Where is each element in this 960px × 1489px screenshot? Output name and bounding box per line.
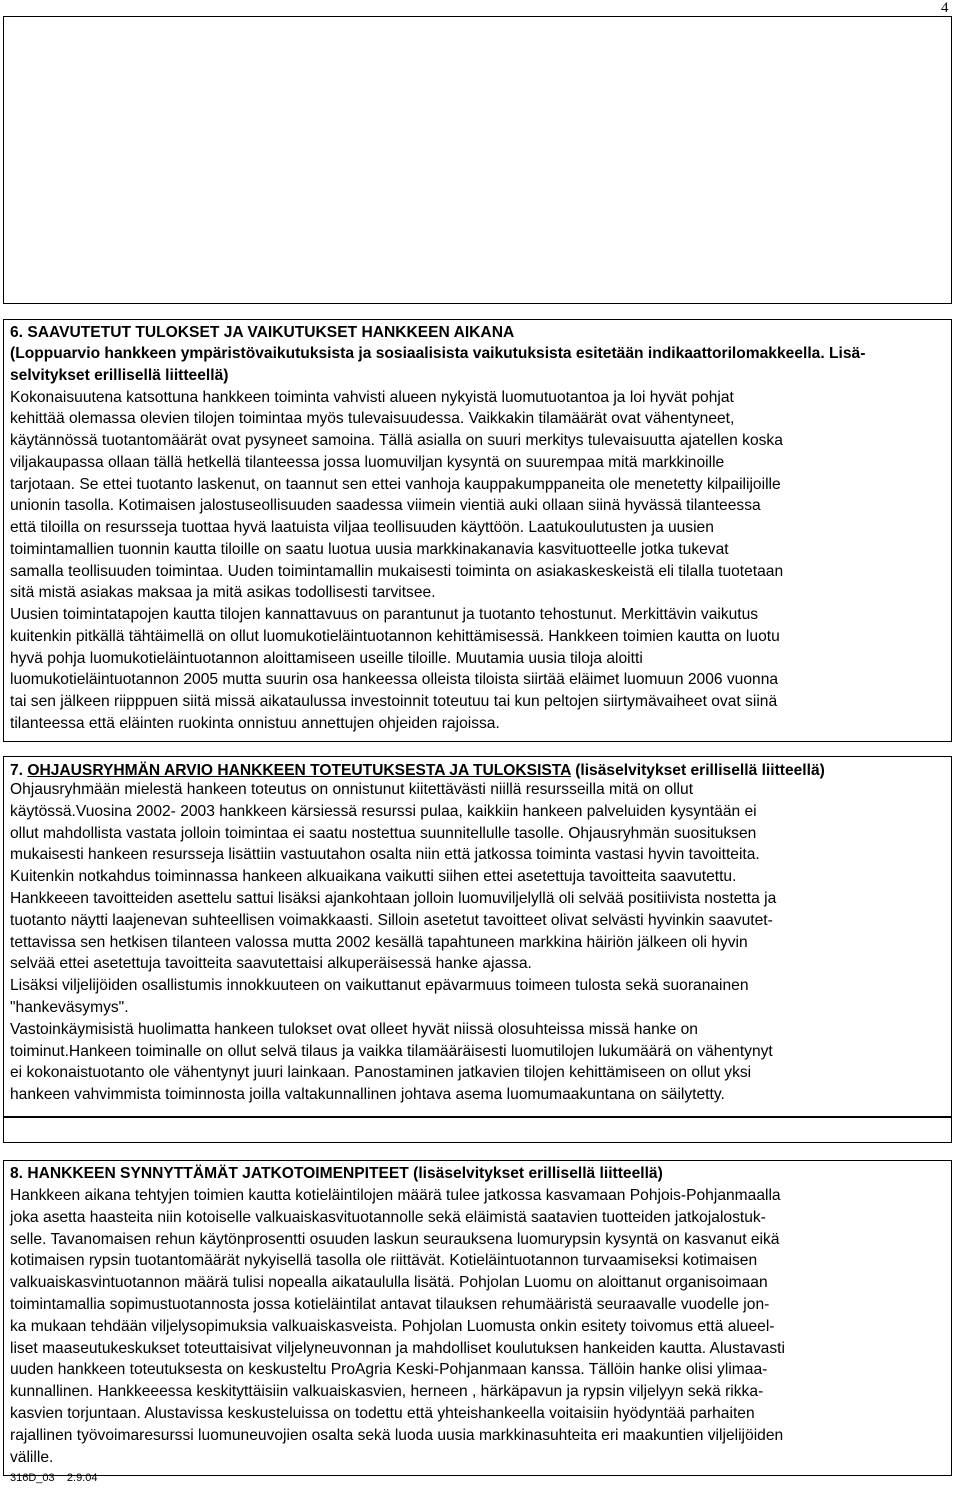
text-line: käytössä.Vuosina 2002- 2003 hankkeen kärsiessä resurssi pulaa, kaikkiin hankeen palveluiden kysyntään ei — [10, 802, 757, 820]
text-line: että tiloilla on resursseja tuottaa hyvä laatuista viljaa teollisuuden käyttöön. Laatukoulutusten ja uusien — [10, 519, 714, 536]
text-line: uuden hankkeen toteutuksesta on keskusteltu ProAgria Keski-Pohjanmaan kanssa. Tällöin hanke olisi ylimaa- — [10, 1361, 768, 1379]
text-line: ka mukaan tehdään viljelysopimuksia valkuaiskasveista. Pohjolan Luomusta onkin esitety toivomus että alueel- — [10, 1317, 775, 1335]
text-line: tilanteessa että eläinten ruokinta onnistuu annettujen ohjeiden rajoissa. — [10, 714, 500, 732]
text-line: sitä mistä asiakas maksaa ja mitä asikas todollisesti tarvitsee. — [10, 584, 436, 602]
text-line: tarjotaan. Se ettei tuotanto laskenut, on taannut sen ettei vanhoja kauppakumppaneita ole menetetty kilpailijoille — [10, 475, 781, 493]
text-line: tuotanto näytti laajenevan suhteellisen voimakkaasti. Silloin asetetut tavoitteet olivat selvästi hyvinkin saavutet- — [10, 911, 773, 929]
section-7-heading-prefix: 7. — [10, 762, 28, 779]
footer-date: 2.9.04 — [66, 1472, 98, 1484]
empty-box-top — [3, 16, 952, 304]
text-line: toiminut.Hankeen toiminalle on ollut selvä tilaus ja vaikka tilamääräisesti luomutilojen lukumäärä on vähentynyt — [10, 1042, 773, 1060]
section-7-heading-suffix: (lisäselvitykset erillisellä liitteellä) — [570, 762, 825, 779]
footer — [10, 1472, 97, 1484]
text-line: Lisäksi viljelijöiden osallistumis innokkuuteen on vaikuttanut epävarmuus toimeen tulosta sekä suoranainen — [10, 977, 749, 995]
text-line: liset maaseutukeskukset toteuttaisivat viljelyneuvonnan ja mahdolliset koulutuksen hankeiden kautta. Alustavasti — [10, 1339, 785, 1357]
text-line: Uusien toimintatapojen kautta tilojen kannattavuus on parantunut ja tuotanto tehostunut. Merkittävin vaikutus — [10, 606, 759, 623]
empty-box-middle — [3, 1117, 952, 1143]
text-line: (Loppuarvio hankkeen ympäristövaikutuksista ja sosiaalisista vaikutuksista esitetään indikaattorilomakkeella. Lisä- — [10, 345, 866, 362]
section-7-heading-title: OHJAUSRYHMÄN ARVIO HANKKEEN TOTEUTUKSESTA JA TULOKSISTA — [27, 762, 571, 779]
text-line: samalla teollisuuden toimintaa. Uuden toimintamallin mukaisesti toiminta on asiakaskeskeistä eli tilalla tuotetaan — [10, 562, 784, 580]
text-line: mukaisesti hankeen resursseja lisättiin vastuutahon osalta niin että jatkossa toiminta vastasi hyvin tavoitteita. — [10, 846, 760, 864]
text-line: selle. Tavanomaisen rehun käytönprosentti osuuden laskun seurauksena luomurypsin kysyntä on kasvanut eikä — [10, 1230, 780, 1248]
text-line: valkuaiskasvintuotannon määrä tulisi nopealla aikataululla lisätä. Pohjolan Luomu on aloittanut organisoimaan — [10, 1274, 768, 1292]
text-line: kuitenkin pitkällä tähtäimellä on ollut luomukotieläintuotannon kehittämisessä. Hankkeen toimien kautta on luotu — [10, 627, 780, 645]
text-line: Vastoinkäymisistä huolimatta hankeen tulokset ovat olleet hyvät niissä olosuhteissa missä hanke on — [10, 1020, 698, 1038]
text-line: "hankeväsymys". — [10, 999, 129, 1016]
text-line: luomukotieläintuotannon 2005 mutta suurin osa hankeessa olleista tiloista siirtää eläimet luomuun 2006 vuonna — [10, 671, 779, 689]
text-line: välille. — [10, 1448, 54, 1466]
text-line: selvää ettei asetettuja tavoitteita saavutettaisi alkuperäisessä hanke ajassa. — [10, 955, 532, 973]
text-line: kasvien torjuntaan. Alustavissa keskusteluissa on todettu että yhteishankeella voitaisiin hyödyntää parhaiten — [10, 1405, 755, 1422]
text-line: Ohjausryhmään mielestä hankeen toteutus on onnistunut kiitettävästi niillä resursseilla mitä on ollut — [10, 781, 694, 798]
section-8-heading: 8. HANKKEEN SYNNYTTÄMÄT JATKOTOIMENPITEET (lisäselvitykset erillisellä liitteellä) — [10, 1165, 663, 1182]
text-line: toimintamallia sopimustuotannosta jossa kotieläintilat antavat tilauksen rehumääristä seuraavalle vuodelle jon- — [10, 1296, 770, 1313]
text-line: viljakaupassa ollaan tällä hetkellä tilanteessa jossa luomuviljan kysyntä on suurempaa mitä markkinoille — [10, 453, 725, 471]
text-line: toimintamallien tuonnin kautta tiloille on saatu luotua uusia markkinakanavia kasvituotteelle jotka tukevat — [10, 540, 729, 558]
text-line: kehittää olemassa olevien tilojen toimintaa myös tulevaisuudessa. Vaikkakin tilamäärät ovat vähentyneet, — [10, 410, 735, 428]
text-line: Kokonaisuutena katsottuna hankkeen toiminta vahvisti alueen nykyistä luomutuotantoa ja loi hyvät pohjat — [10, 388, 734, 406]
section-6-heading: 6. SAAVUTETUT TULOKSET JA VAIKUTUKSET HANKKEEN AIKANA — [10, 324, 515, 341]
text-line: selvitykset erillisellä liitteellä) — [10, 366, 229, 384]
text-line: kunnallinen. Hankkeeessa keskityttäisiin valkuaiskasvien, herneen , härkäpavun ja rypsin viljelyyn sekä rikka- — [10, 1383, 764, 1401]
text-line: unionin tasolla. Kotimaisen jalostuseollisuuden saadessa viimein vientiä auki ollaan siinä hyvässä tilanteessa — [10, 497, 761, 515]
text-line: hyvä pohja luomukotieläintuotannon aloittamiseen useille tiloille. Muutamia uusia tiloja aloitti — [10, 649, 643, 667]
text-line: kotimaisen rypsin tuotantomäärät nykyisellä tasolla ole riittävät. Kotieläintuotannon turvaamiseksi kotimaisen — [10, 1252, 758, 1270]
text-line: tettavissa sen hetkisen tilanteen valossa mutta 2002 kesällä tapahtuneen markkina häiriön jälkeen oli hyvin — [10, 933, 748, 951]
text-line: ei kokonaistuotanto ole vähentynyt juuri lainkaan. Panostaminen jatkavien tilojen kehittämiseen on ollut yksi — [10, 1064, 752, 1082]
text-line: ollut mahdollista vastata jolloin toimintaa ei saatu nostettua suunnitellulle tasolle. Ohjausryhmän suosituksen — [10, 824, 757, 842]
text-line: tai sen jälkeen riipppuen siitä missä aikataulussa investoinnit toteutuu tai kun peltojen siirtymävaiheet ovat siinä — [10, 693, 778, 710]
text-line: Hankkeen aikana tehtyjen toimien kautta kotieläintilojen määrä tulee jatkossa kasvamaan Pohjois-Pohjanmaalla — [10, 1187, 781, 1204]
text-line: käytännössä tuotantomäärät ovat pysyneet samoina. Tällä asialla on suuri merkitys tulevaisuutta ajatellen koska — [10, 432, 783, 449]
text-line: hankeen vahvimmista toiminnosta joilla valtakunnallinen johtava asema luomumaakuntana on säilytetty. — [10, 1086, 725, 1104]
page-number: 4 — [941, 0, 949, 16]
text-line: Kuitenkin notkahdus toiminnassa hankeen alkuaikana vaikutti siihen ettei asetettuja tavoitteita saavutettu. — [10, 868, 737, 886]
text-line: joka asetta haasteita niin kotoiselle valkuaiskasvituotannolle sekä eläimistä saatavien tuotteiden jatkojalostuk- — [10, 1208, 766, 1226]
footer-doc-code: 316D_03 — [10, 1472, 55, 1484]
text-line: Hankkeeen tavoitteiden asettelu sattui lisäksi ajankohtaan jolloin luomuviljelyllä oli selvää positiivista nostetta ja — [10, 890, 777, 907]
text-line: rajallinen työvoimaresurssi luomuneuvojien osalta sekä luoda uusia markkinasuhteita eri maakuntien viljelijöiden — [10, 1426, 784, 1444]
